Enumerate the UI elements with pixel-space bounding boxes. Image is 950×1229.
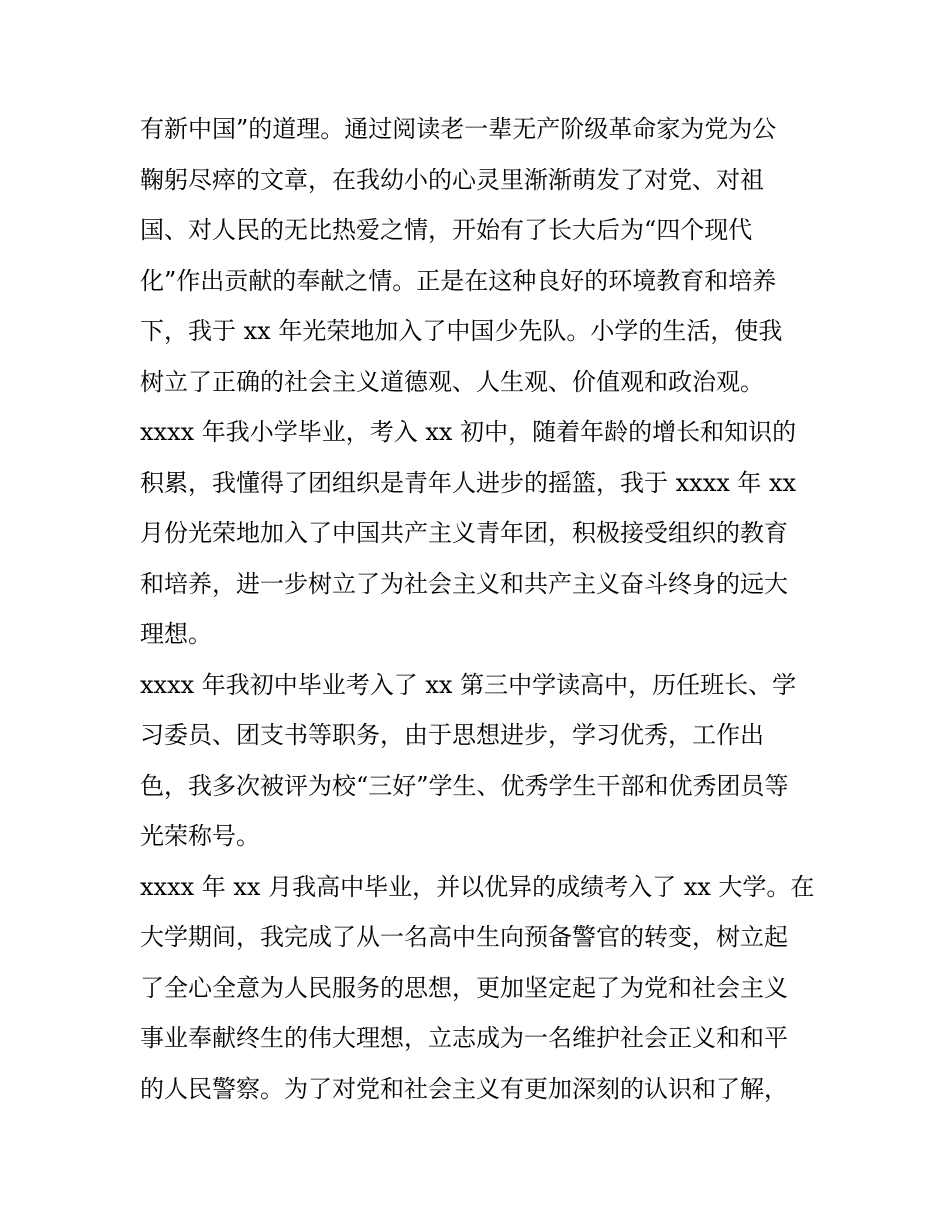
text-line-1: 有新中国”的道理。通过阅读老一辈无产阶级革命家为党为公 xyxy=(140,115,777,143)
text-line-7: xxxx 年我小学毕业，考入 xx 初中，随着年龄的增长和知识的 xyxy=(140,418,797,446)
text-line-17: 大学期间，我完成了从一名高中生向预备警官的转变，树立起 xyxy=(140,923,788,951)
document-body xyxy=(140,104,820,1114)
text-line-18: 了全心全意为人民服务的思想，更加坚定起了为党和社会主义 xyxy=(140,973,788,1002)
text-line-8: 积累，我懂得了团组织是青年人进步的摇篮，我于 xxxx 年 xx xyxy=(140,468,797,497)
text-line-9: 月份光荣地加入了中国共产主义青年团，积极接受组织的教育 xyxy=(140,519,788,547)
text-line-2: 鞠躬尽瘁的文章，在我幼小的心灵里渐渐萌发了对党、对祖 xyxy=(140,165,764,194)
text-line-20: 的人民警察。为了对党和社会主义有更加深刻的认识和了解， xyxy=(140,1074,788,1103)
text-line-13: 习委员、团支书等职务，由于思想进步，学习优秀，工作出 xyxy=(140,721,764,749)
text-line-3: 国、对人民的无比热爱之情，开始有了长大后为“四个现代 xyxy=(140,216,753,244)
text-line-12: xxxx 年我初中毕业考入了 xx 第三中学读高中，历任班长、学 xyxy=(140,670,797,699)
text-line-19: 事业奉献终生的伟大理想，立志成为一名维护社会正义和和平 xyxy=(140,1024,788,1052)
text-line-6: 树立了正确的社会主义道德观、人生观、价值观和政治观。 xyxy=(140,367,764,396)
text-line-16: xxxx 年 xx 月我高中毕业，并以优异的成绩考入了 xx 大学。在 xyxy=(140,872,815,901)
text-line-5: 下，我于 xx 年光荣地加入了中国少先队。小学的生活，使我 xyxy=(140,317,783,345)
text-line-11: 理想。 xyxy=(140,620,212,648)
text-line-10: 和培养，进一步树立了为社会主义和共产主义奋斗终身的远大 xyxy=(140,569,788,598)
text-line-14: 色，我多次被评为校“三好”学生、优秀学生干部和优秀团员等 xyxy=(140,771,789,800)
text-line-15: 光荣称号。 xyxy=(140,822,260,850)
text-line-4: 化”作出贡献的奉献之情。正是在这种良好的环境教育和培养 xyxy=(140,266,777,295)
